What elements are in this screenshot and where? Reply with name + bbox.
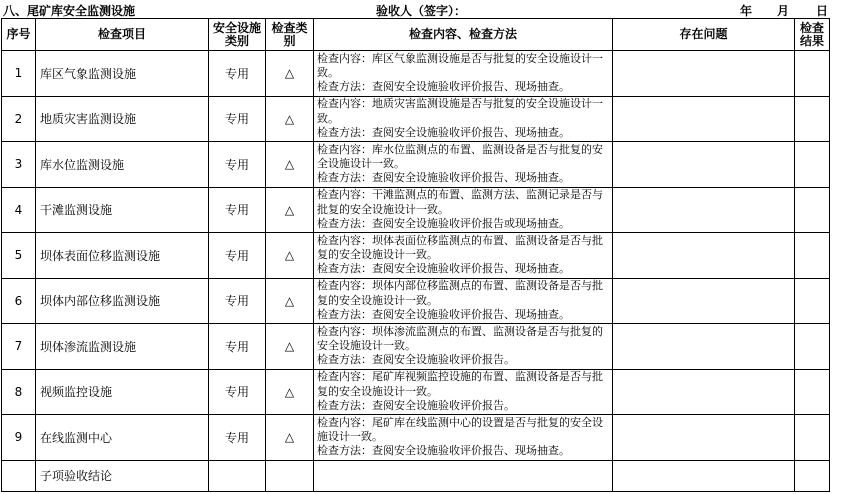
row-seq: 7 <box>2 324 36 370</box>
row-item: 坝体渗流监测设施 <box>36 324 209 370</box>
table-row <box>2 415 830 461</box>
col-facility-type-header: 安全设施类别 <box>209 19 266 51</box>
row-check-content: 检查内容：坝体表面位移监测点的布置、监测设备是否与批复的安全设施设计一致。 <box>317 233 603 262</box>
row-method-cell <box>314 369 613 415</box>
row-issues-cell[interactable] <box>613 369 795 415</box>
row-item: 干滩监测设施 <box>36 187 209 233</box>
row-method-cell <box>314 415 613 461</box>
row-check-type: △ <box>266 415 314 461</box>
col-issues-header: 存在问题 <box>613 19 795 51</box>
row-check-method: 检查方法：查阅安全设施验收评价报告、现场抽查。 <box>317 307 570 321</box>
row-result-cell[interactable] <box>795 324 830 370</box>
conclusion-seq-cell <box>2 460 36 491</box>
row-method-cell <box>314 278 613 324</box>
row-check-method: 检查方法：查阅安全设施验收评价报告、现场抽查。 <box>317 125 570 139</box>
row-check-method: 检查方法：查阅安全设施验收评价报告、现场抽查。 <box>317 444 570 458</box>
row-facility-type: 专用 <box>209 51 266 97</box>
row-facility-type: 专用 <box>209 415 266 461</box>
row-check-content: 检查内容：尾矿库在线监测中心的设置是否与批复的安全设施设计一致。 <box>317 415 603 444</box>
section-header <box>0 0 841 18</box>
row-check-method: 检查方法：查阅安全设施验收评价报告或现场抽查。 <box>317 216 570 230</box>
table-row <box>2 233 830 279</box>
row-result-cell[interactable] <box>795 96 830 142</box>
row-seq: 2 <box>2 96 36 142</box>
row-issues-cell[interactable] <box>613 51 795 97</box>
row-method-cell <box>314 96 613 142</box>
row-facility-type: 专用 <box>209 324 266 370</box>
row-result-cell[interactable] <box>795 369 830 415</box>
row-check-content: 检查内容：坝体内部位移监测点的布置、监测设备是否与批复的安全设施设计一致。 <box>317 279 603 307</box>
row-result-cell[interactable] <box>795 51 830 97</box>
row-check-method: 检查方法：查阅安全设施验收评价报告。 <box>317 353 515 367</box>
row-issues-cell[interactable] <box>613 278 795 324</box>
row-issues-cell[interactable] <box>613 142 795 188</box>
row-result-cell[interactable] <box>795 233 830 279</box>
table-row <box>2 278 830 324</box>
row-facility-type: 专用 <box>209 142 266 188</box>
row-facility-type: 专用 <box>209 187 266 233</box>
date-year-label: 年 <box>740 4 753 18</box>
table-row <box>2 142 830 188</box>
row-issues-cell[interactable] <box>613 233 795 279</box>
table-row <box>2 96 830 142</box>
row-check-type: △ <box>266 278 314 324</box>
col-seq-header: 序号 <box>2 19 36 51</box>
conclusion-cell[interactable] <box>314 460 613 491</box>
date-day-label: 日 <box>816 4 829 18</box>
row-method-cell <box>314 233 613 279</box>
col-item-header: 检查项目 <box>36 19 209 51</box>
row-check-content: 检查内容：库水位监测点的布置、监测设备是否与批复的安全设施设计一致。 <box>317 142 603 171</box>
row-facility-type: 专用 <box>209 278 266 324</box>
row-check-method: 检查方法：查阅安全设施验收评价报告、现场抽查。 <box>317 262 570 276</box>
row-check-type: △ <box>266 51 314 97</box>
row-check-content: 检查内容：尾矿库视频监控设施的布置、监测设备是否与批复的安全设施设计一致。 <box>317 370 603 398</box>
row-seq: 1 <box>2 51 36 97</box>
acceptor-signature-label: 验收人（签字）： <box>376 4 467 18</box>
row-seq: 3 <box>2 142 36 188</box>
row-check-type: △ <box>266 233 314 279</box>
row-check-type: △ <box>266 96 314 142</box>
table-row <box>2 369 830 415</box>
conclusion-cell[interactable] <box>209 460 266 491</box>
inspection-table <box>1 18 830 492</box>
row-result-cell[interactable] <box>795 187 830 233</box>
conclusion-cell[interactable] <box>613 460 795 491</box>
table-header-row <box>2 19 830 51</box>
row-seq: 6 <box>2 278 36 324</box>
section-title: 八、尾矿库安全监测设施 <box>3 4 136 18</box>
row-item: 库水位监测设施 <box>36 142 209 188</box>
row-item: 地质灾害监测设施 <box>36 96 209 142</box>
row-check-type: △ <box>266 369 314 415</box>
row-check-type: △ <box>266 142 314 188</box>
row-result-cell[interactable] <box>795 278 830 324</box>
row-issues-cell[interactable] <box>613 96 795 142</box>
table-row <box>2 187 830 233</box>
row-item: 坝体表面位移监测设施 <box>36 233 209 279</box>
row-item: 坝体内部位移监测设施 <box>36 278 209 324</box>
row-seq: 9 <box>2 415 36 461</box>
conclusion-row <box>2 460 830 491</box>
table-row <box>2 324 830 370</box>
row-check-type: △ <box>266 324 314 370</box>
table-row <box>2 51 830 97</box>
row-item: 在线监测中心 <box>36 415 209 461</box>
row-item: 视频监控设施 <box>36 369 209 415</box>
conclusion-label: 子项验收结论 <box>36 460 209 491</box>
row-method-cell <box>314 324 613 370</box>
row-seq: 8 <box>2 369 36 415</box>
row-check-content: 检查内容：库区气象监测设施是否与批复的安全设施设计一致。 <box>317 51 603 80</box>
row-result-cell[interactable] <box>795 415 830 461</box>
row-check-content: 检查内容：地质灾害监测设施是否与批复的安全设施设计一致。 <box>317 97 603 125</box>
conclusion-cell[interactable] <box>795 460 830 491</box>
row-method-cell <box>314 51 613 97</box>
row-seq: 4 <box>2 187 36 233</box>
conclusion-cell[interactable] <box>266 460 314 491</box>
row-check-method: 检查方法：查阅安全设施验收评价报告、现场抽查。 <box>317 171 570 185</box>
row-facility-type: 专用 <box>209 369 266 415</box>
row-check-content: 检查内容：干滩监测点的布置、监测方法、监测记录是否与批复的安全设施设计一致。 <box>317 188 603 216</box>
row-facility-type: 专用 <box>209 233 266 279</box>
row-issues-cell[interactable] <box>613 415 795 461</box>
row-check-type: △ <box>266 187 314 233</box>
row-result-cell[interactable] <box>795 142 830 188</box>
row-check-method: 检查方法：查阅安全设施验收评价报告。 <box>317 398 515 412</box>
row-check-content: 检查内容：坝体渗流监测点的布置、监测设备是否与批复的安全设施设计一致。 <box>317 324 603 353</box>
row-check-method: 检查方法：查阅安全设施验收评价报告、现场抽查。 <box>317 80 570 94</box>
col-check-type-header: 检查类别 <box>266 19 314 51</box>
row-issues-cell[interactable] <box>613 187 795 233</box>
row-method-cell <box>314 187 613 233</box>
col-method-header: 检查内容、检查方法 <box>314 19 613 51</box>
row-facility-type: 专用 <box>209 96 266 142</box>
row-issues-cell[interactable] <box>613 324 795 370</box>
row-seq: 5 <box>2 233 36 279</box>
col-result-header: 检查结果 <box>795 19 830 51</box>
row-method-cell <box>314 142 613 188</box>
date-month-label: 月 <box>777 4 790 18</box>
row-item: 库区气象监测设施 <box>36 51 209 97</box>
